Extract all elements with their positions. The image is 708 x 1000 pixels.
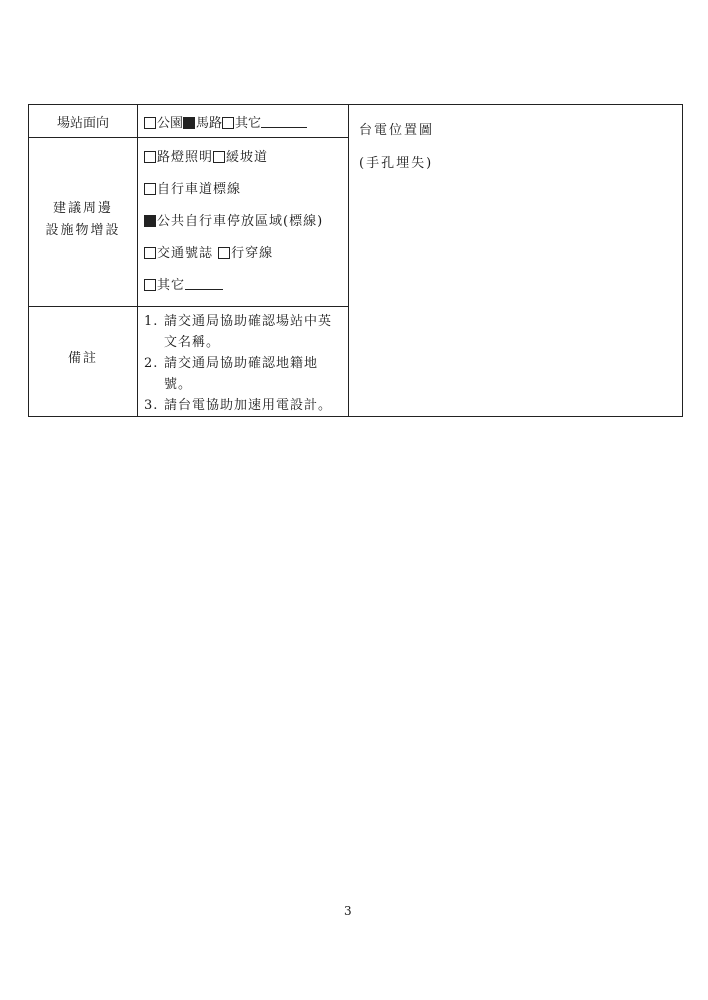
other-orientation-label: 其它 xyxy=(235,115,262,131)
orientation-options xyxy=(138,105,349,138)
bike-parking-area-checkbox[interactable] xyxy=(144,215,156,227)
remarks-label: 備註 xyxy=(29,307,138,417)
taipower-location-cell xyxy=(349,105,683,417)
road-checkbox[interactable] xyxy=(183,117,195,129)
facility-line-1: 路燈照明 緩坡道 xyxy=(144,142,348,174)
facility-line-3: 公共自行車停放區域(標線) xyxy=(144,206,348,238)
traffic-signal-checkbox[interactable] xyxy=(144,247,156,259)
road-option-label: 馬路 xyxy=(196,115,223,131)
facility-line-5: 其它 xyxy=(144,270,348,302)
other-orientation-checkbox[interactable] xyxy=(222,117,234,129)
site-form-table xyxy=(28,104,683,417)
note-item: 3. 請台電協助加速用電設計。 xyxy=(144,398,333,413)
ramp-checkbox[interactable] xyxy=(213,151,225,163)
note-item: 2. 請交通局協助確認地籍地號。 xyxy=(144,356,319,392)
facility-line-4: 交通號誌 行穿線 xyxy=(144,238,348,270)
taipower-location-title: 台電位置圖 xyxy=(359,123,435,138)
remarks-notes xyxy=(138,307,349,417)
street-light-checkbox[interactable] xyxy=(144,151,156,163)
note-item: 1. 請交通局協助確認場站中英文名稱。 xyxy=(144,314,333,350)
other-facility-checkbox[interactable] xyxy=(144,279,156,291)
taipower-location-note: (手孔埋失) xyxy=(359,156,434,171)
facility-line-2: 自行車道標線 xyxy=(144,174,348,206)
orientation-row xyxy=(29,105,683,138)
facilities-label: 建議周邊 設施物增設 xyxy=(29,138,138,307)
orientation-label: 場站面向 xyxy=(29,105,138,138)
park-checkbox[interactable] xyxy=(144,117,156,129)
facilities-options xyxy=(138,138,349,307)
bike-lane-marking-checkbox[interactable] xyxy=(144,183,156,195)
park-option-label: 公園 xyxy=(157,115,184,131)
other-facility-blank[interactable] xyxy=(185,277,223,290)
other-orientation-blank[interactable] xyxy=(261,115,307,128)
page-number: 3 xyxy=(344,904,352,918)
crosswalk-checkbox[interactable] xyxy=(218,247,230,259)
